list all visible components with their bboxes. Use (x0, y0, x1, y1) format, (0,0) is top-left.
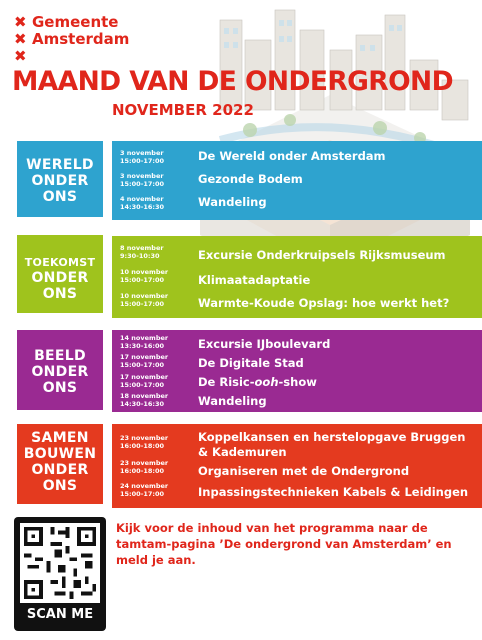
theme-band-beeld (112, 330, 482, 412)
event-title[interactable]: De Digitale Stad (198, 356, 304, 370)
event-title[interactable]: Klimaatadaptatie (198, 273, 311, 287)
logo-text-line2: Amsterdam (32, 30, 130, 48)
event-date: 3 november 15:00-17:00 (120, 172, 165, 188)
event-date: 18 november 14:30-16:30 (120, 392, 169, 408)
event-title[interactable]: Inpassingstechnieken Kabels & Leidingen (198, 485, 469, 499)
qr-code[interactable] (14, 517, 106, 631)
event-title[interactable]: Koppelkansen en herstelopgave Bruggen & Kademuren (198, 430, 466, 459)
event-title[interactable]: Wandeling (198, 394, 267, 408)
event-date: 24 november 15:00-17:00 (120, 482, 169, 498)
tile-line: SAMEN (31, 430, 89, 446)
gemeente-amsterdam-logo (14, 14, 129, 65)
tile-line: ONS (42, 189, 78, 205)
event-date: 14 november 13:30-16:00 (120, 334, 169, 350)
event-date: 17 november 15:00-17:00 (120, 373, 169, 389)
event-title[interactable]: Gezonde Bodem (198, 172, 303, 186)
tile-line: ONDER (31, 270, 89, 286)
event-date: 23 november 16:00-18:00 (120, 434, 169, 450)
tile-line: ONDER (31, 173, 89, 189)
event-date: 10 november 15:00-17:00 (120, 292, 169, 308)
event-title[interactable]: De Risic-ooh-show (198, 375, 317, 389)
event-date: 23 november 16:00-18:00 (120, 459, 169, 475)
theme-band-wereld (112, 141, 482, 220)
event-title[interactable]: Excursie Onderkruipsels Rijksmuseum (198, 248, 446, 262)
event-date: 10 november 15:00-17:00 (120, 268, 169, 284)
x-mark-icon: ✖ (14, 13, 27, 31)
event-title[interactable]: Warmte-Koude Opslag: hoe werkt het? (198, 296, 450, 310)
x-mark-icon: ✖ (14, 47, 27, 65)
x-mark-icon: ✖ (14, 30, 27, 48)
event-title[interactable]: Wandeling (198, 195, 267, 209)
tile-line: ONDER (31, 364, 89, 380)
tile-line: ONS (42, 380, 78, 396)
scan-me-label: SCAN ME (26, 607, 94, 622)
tile-line: TOEKOMST (24, 256, 96, 269)
event-title[interactable]: Organiseren met de Ondergrond (198, 464, 410, 478)
theme-tile-wereld-onder-ons (15, 139, 105, 219)
tile-line: BEELD (34, 348, 86, 364)
tile-line: ONDER (31, 462, 89, 478)
event-date: 4 november 14:30-16:30 (120, 195, 165, 211)
event-title[interactable]: Excursie IJboulevard (198, 337, 331, 351)
tile-line: WERELD (26, 157, 94, 173)
tile-line: ONS (42, 286, 78, 302)
qr-code-image (20, 523, 100, 603)
logo-text-line1: Gemeente (32, 13, 119, 31)
event-date: 3 november 15:00-17:00 (120, 149, 165, 165)
theme-band-toekomst (112, 236, 482, 318)
theme-tile-beeld-onder-ons (15, 328, 105, 412)
event-date: 8 november 9:30-10:30 (120, 244, 164, 260)
event-title[interactable]: De Wereld onder Amsterdam (198, 149, 386, 163)
theme-band-samen-bouwen (112, 424, 482, 508)
theme-tile-toekomst-onder-ons (15, 233, 105, 315)
tile-line: BOUWEN (23, 446, 97, 462)
theme-tile-samen-bouwen-onder-ons (15, 422, 105, 506)
tile-line: ONS (42, 478, 78, 494)
page-subtitle: NOVEMBER 2022 (112, 101, 254, 119)
event-date: 17 november 15:00-17:00 (120, 353, 169, 369)
page-title: MAAND VAN DE ONDERGROND (12, 66, 454, 97)
footer-text: Kijk voor de inhoud van het programma naar de tamtam-pagina ’De ondergrond van Amsterdam’ en meld je aan. (116, 521, 452, 567)
